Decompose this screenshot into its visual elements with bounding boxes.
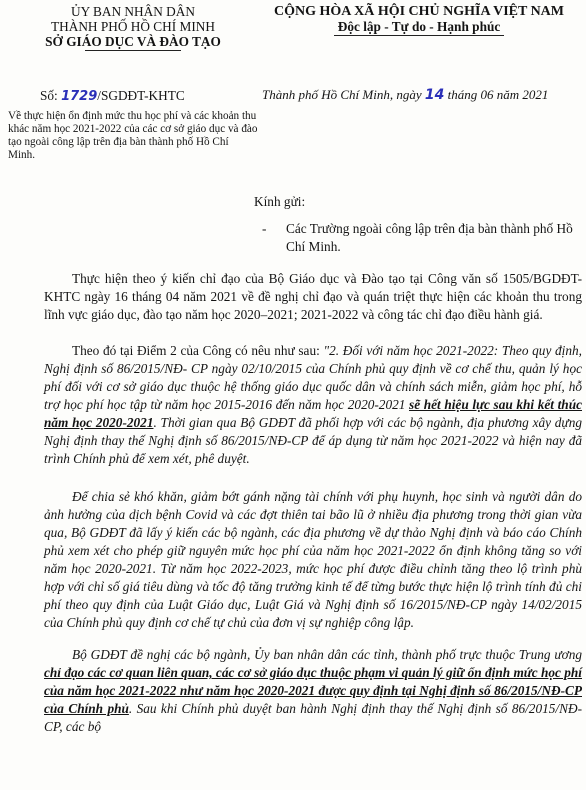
paragraph-2-emphasis: sẽ hết hiệu lực sau khi kết thúc năm học 2020-2021 [44,397,582,430]
date-day-handwritten: 14 [424,87,445,103]
paragraph-4-tail: . Sau khi Chính phủ duyệt ban hành Nghị định thay thế Nghị định số 86/2015/NĐ-CP, các bộ [44,701,582,734]
recipient [262,220,576,256]
recipient-dash: - [262,221,267,236]
salutation: Kính gửi: [254,194,306,209]
paragraph-1-text: Thực hiện theo ý kiến chỉ đạo của Bộ Giáo dục và Đào tạo tại Công văn số 1505/BGDĐT-KHTC ngày 16 tháng 04 năm 2021 về đề nghị chỉ đạo và quán triệt thực hiện các khoản thu trong lĩnh vực giáo dục, đào tạo năm học 2020–2021; 2021-2022 và công tác chỉ đạo điều hành giá. [44,271,582,322]
paragraph-4-intro: Bộ GDĐT đề nghị các bộ ngành, Ủy ban nhân dân các tỉnh, thành phố trực thuộc Trung ương [72,647,582,662]
recipient-text: Các Trường ngoài công lập trên địa bàn thành phố Hồ Chí Minh. [286,221,573,254]
paragraph-2-intro: Theo đó tại Điểm 2 của Công có nêu như sau: [72,343,324,358]
doc-number-suffix: /SGDĐT-KHTC [97,88,185,103]
issuer-line-3: SỞ GIÁO DỤC VÀ ĐÀO TẠO [45,34,221,49]
issuer-line-2: THÀNH PHỐ HỒ CHÍ MINH [51,19,215,34]
national-header [254,4,584,36]
paragraph-1 [44,270,582,324]
paragraph-3 [44,488,582,632]
national-divider [334,35,504,36]
paragraph-2-quote-2: . Thời gian qua Bộ GDĐT đã phối hợp với các bộ ngành, địa phương xây dựng Nghị định thay thế Nghị định số 86/2015/NĐ-CP để áp dụng từ năm học 2021-2022 và hiện nay đã trình Chính phủ để xem xét, phê duyệt. [44,415,582,466]
paragraph-3-text: Để chia sẻ khó khăn, giảm bớt gánh nặng tài chính với phụ huynh, học sinh và người dân do ảnh hưởng của dịch bệnh Covid và các đợt thiên tai bão lũ ở nhiều địa phương trong thời gian vừa qua, Bộ GDĐT đã lấy ý kiến các bộ ngành, các địa phương về dự thảo Nghị định và báo cáo Chính phủ xem xét cho phép giữ nguyên mức học phí của năm học 2021-2022 ổn định không tăng so với năm học 2020-2021. Từ năm học 2022-2023, mức học phí được điều chỉnh tăng theo lộ trình phù hợp với chỉ số giá tiêu dùng và tốc độ tăng trưởng kinh tế để từng bước thực hiện lộ trình tính đủ chi phí theo quy định của Luật Giáo dục, Luật Giá và Nghị định số 16/2015/NĐ-CP ngày 14/02/2015 của Chính phủ quy định cơ chế tự chủ của đơn vị sự nghiệp công lập. [44,489,582,630]
paragraph-4-highlight: chỉ đạo các cơ quan liên quan, các cơ sở giáo dục thuộc phạm vi quản lý giữ ổn định mức học phí của năm học 2021-2022 như năm học 2020-2021 được quy định tại Nghị định số 86/2015/NĐ-CP của Chính phủ [44,665,582,716]
date-line [262,87,582,103]
national-motto: Độc lập - Tự do - Hạnh phúc [337,19,501,34]
document-number [40,88,240,104]
paragraph-4 [44,646,582,736]
doc-number-prefix: Số: [40,88,58,103]
issuer-divider [85,50,181,51]
issuer-line-1: ỦY BAN NHÂN DÂN [71,4,195,19]
date-before: Thành phố Hồ Chí Minh, ngày [262,87,422,102]
paragraph-2 [44,342,582,468]
subject: Về thực hiện ổn định mức thu học phí và các khoản thu khác năm học 2021-2022 của các cơ sở giáo dục và đào tạo ngoài công lập trên địa bàn thành phố Hồ Chí Minh. [8,110,258,161]
doc-number-handwritten: 1729 [61,89,98,104]
issuer-header [8,4,258,51]
date-after: tháng 06 năm 2021 [447,87,549,102]
paragraph-2-quote-1: "2. Đối với năm học 2021-2022: Theo quy định, Nghị định số 86/2015/NĐ- CP ngày 02/10/2015 của Chính phủ quy định về cơ chế thu, quản lý học phí đối với cơ sở giáo dục thuộc hệ thống giáo dục quốc dân và chính sách miễn, giảm học phí, hỗ trợ học phí học tập từ năm học 2015-2016 đến năm học 2020-2021 [44,343,582,412]
national-title: CỘNG HÒA XÃ HỘI CHỦ NGHĨA VIỆT NAM [273,4,564,19]
